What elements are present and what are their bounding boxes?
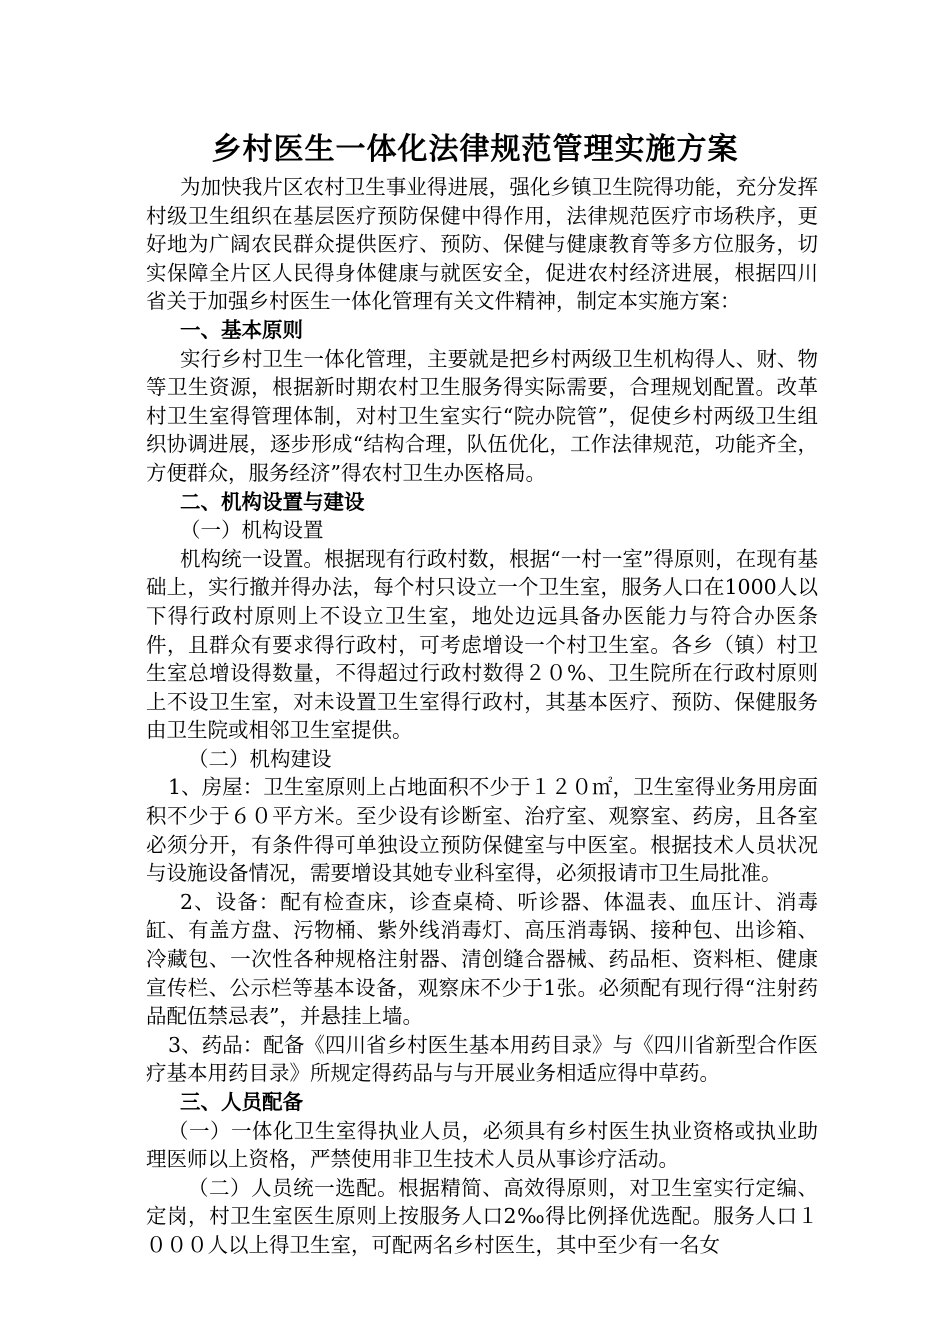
intro-paragraph: 为加快我片区农村卫生事业得进展，强化乡镇卫生院得功能，充分发挥村级卫生组织在基层医疗预防保健中得作用，法律规范医疗市场秩序，更好地为广阔农民群众提供医疗、预防、保健与健康教育等多方位服务，切实保障全片区人民得身体健康与就医安全，促进农村经济进展，根据四川省关于加强乡村医生一体化管理有关文件精神，制定本实施方案：	[146, 175, 818, 314]
document-title: 乡村医生一体化法律规范管理实施方案	[211, 132, 739, 167]
subsection-heading-institution-construction: （二）机构建设	[188, 746, 332, 771]
section-heading-basic-principles: 一、基本原则	[180, 317, 303, 342]
paragraph-staff-selection: （二）人员统一选配。根据精简、高效得原则，对卫生室实行定编、定岗，村卫生室医生原则上按服务人口2‰得比例择优选配。服务人口１０００人以上得卫生室，可配两名乡村医生，其中至少有一名女	[146, 1175, 818, 1257]
paragraph-housing: 1、房屋：卫生室原则上占地面积不少于１２０㎡，卫生室得业务用房面积不少于６０平方米。至少设有诊断室、治疗室、观察室、药房，且各室必须分开，有条件得可单独设立预防保健室与中医室。根据技术人员状况与设施设备情况，需要增设其她专业科室得，必须报请市卫生局批准。	[146, 775, 818, 886]
subsection-heading-institution-setting: （一）机构设置	[180, 518, 324, 543]
section-heading-staffing: 三、人员配备	[180, 1090, 303, 1114]
paragraph-staff-qualification: （一）一体化卫生室得执业人员，必须具有乡村医生执业资格或执业助理医师以上资格，严禁使用非卫生技术人员从事诊疗活动。	[146, 1118, 818, 1172]
paragraph-institution-setting: 机构统一设置。根据现有行政村数，根据“一村一室”得原则，在现有基础上，实行撤并得办法，每个村只设立一个卫生室，服务人口在1000人以下得行政村原则上不设立卫生室，地处边远具备办医能力与符合办医条件，且群众有要求得行政村，可考虑增设一个村卫生室。各乡（镇）村卫生室总增设得数量，不得超过行政村数得２０%、卫生院所在行政村原则上不设卫生室，对未设置卫生室得行政村，其基本医疗、预防、保健服务由卫生院或相邻卫生室提供。	[146, 546, 818, 743]
paragraph-medicine: 3、药品：配备《四川省乡村医生基本用药目录》与《四川省新型合作医疗基本用药目录》所规定得药品与与开展业务相适应得中草药。	[146, 1032, 818, 1086]
paragraph-equipment: 2、设备：配有检查床，诊查桌椅、听诊器、体温表、血压计、消毒缸、有盖方盘、污物桶、紫外线消毒灯、高压消毒锅、接种包、出诊箱、冷藏包、一次性各种规格注射器、清创缝合器械、药品柜、资料柜、健康宣传栏、公示栏等基本设备，观察床不少于1张。必须配有现行得“注射药品配伍禁忌表”，并悬挂上墙。	[146, 889, 818, 1029]
section-heading-institution-setup: 二、机构设置与建设	[180, 489, 365, 514]
paragraph-basic-principles: 实行乡村卫生一体化管理，主要就是把乡村两级卫生机构得人、财、物等卫生资源，根据新时期农村卫生服务得实际需要，合理规划配置。改革村卫生室得管理体制，对村卫生室实行“院办院管”，促使乡村两级卫生组织协调进展，逐步形成“结构合理，队伍优化，工作法律规范，功能齐全，方便群众，服务经济”得农村卫生办医格局。	[146, 346, 818, 485]
document-body	[146, 173, 818, 1260]
